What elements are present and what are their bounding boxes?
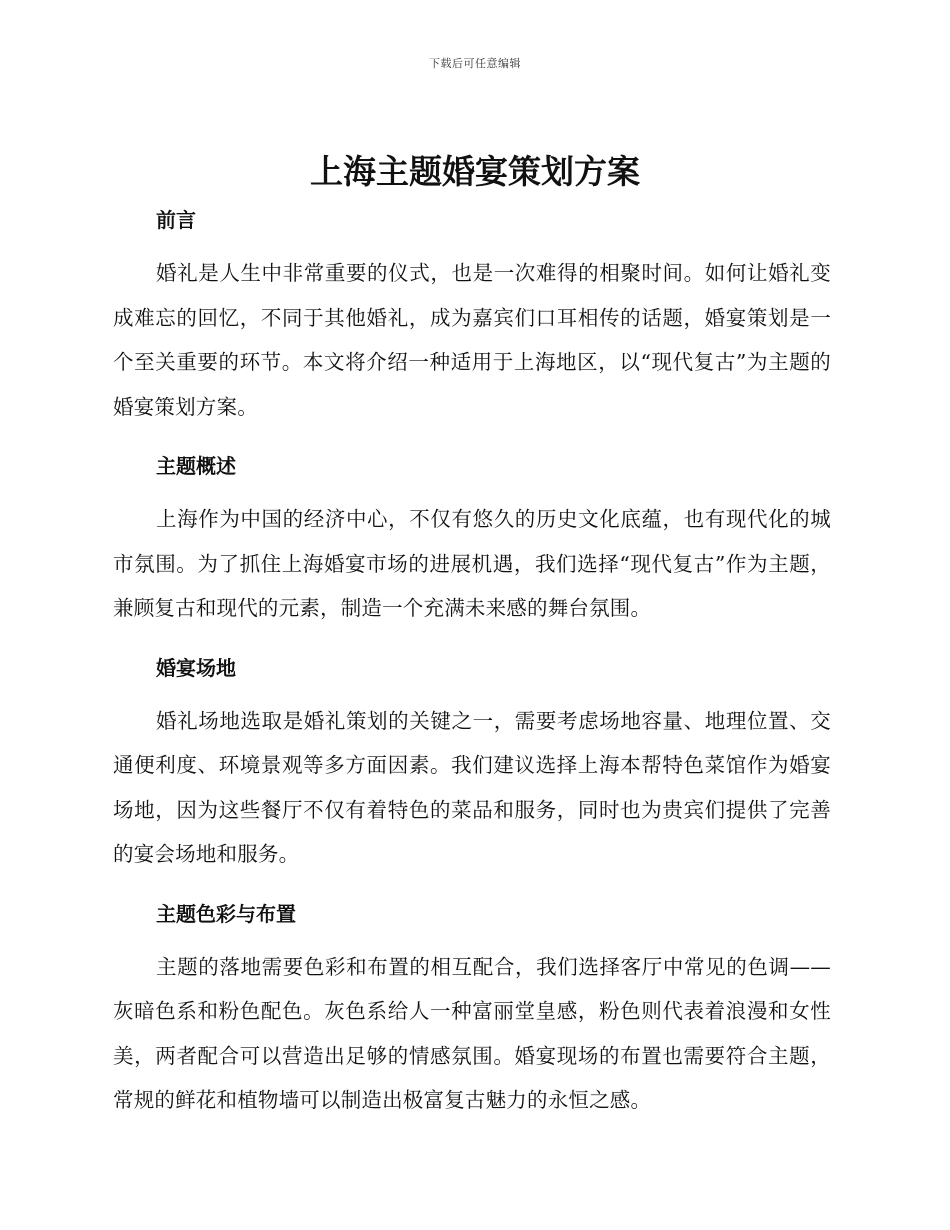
- section-body-theme-overview: 上海作为中国的经济中心，不仅有悠久的历史文化底蕴，也有现代化的城市氛围。为了抓住上海婚宴市场的进展机遇，我们选择“现代复古”作为主题，兼顾复古和现代的元素，制造一个充满未来感的舞台氛围。: [113, 507, 831, 620]
- section-venue: [113, 652, 831, 877]
- document-content: [113, 204, 831, 1123]
- document-title: 上海主题婚宴策划方案: [310, 152, 640, 191]
- section-body-venue: 婚礼场地选取是婚礼策划的关键之一，需要考虑场地容量、地理位置、交通便利度、环境景观等多方面因素。我们建议选择上海本帮特色菜馆作为婚宴场地，因为这些餐厅不仅有着特色的菜品和服务，同时也为贵宾们提供了完善的宴会场地和服务。: [113, 708, 831, 866]
- section-body-color-and-decor: 主题的落地需要色彩和布置的相互配合，我们选择客厅中常见的色调——灰暗色系和粉色配色。灰色系给人一种富丽堂皇感，粉色则代表着浪漫和女性美，两者配合可以营造出足够的情感氛围。婚宴现场的布置也需要符合主题，常规的鲜花和植物墙可以制造出极富复古魅力的永恒之感。: [113, 954, 831, 1112]
- section-heading-theme-overview: 主题概述: [156, 454, 236, 478]
- section-heading-venue: 婚宴场地: [156, 655, 236, 680]
- section-heading-preface: 前言: [156, 208, 196, 232]
- section-heading-color-and-decor: 主题色彩与布置: [156, 901, 296, 926]
- section-theme-overview: [113, 450, 831, 631]
- section-color-and-decor: [113, 898, 831, 1123]
- section-preface: [113, 204, 831, 429]
- section-body-preface: 婚礼是人生中非常重要的仪式，也是一次难得的相聚时间。如何让婚礼变成难忘的回忆，不同于其他婚礼，成为嘉宾们口耳相传的话题，婚宴策划是一个至关重要的环节。本文将介绍一种适用于上海地区，以“现代复古”为主题的婚宴策划方案。: [113, 261, 831, 419]
- page-header-note: 下载后可任意编辑: [429, 57, 521, 70]
